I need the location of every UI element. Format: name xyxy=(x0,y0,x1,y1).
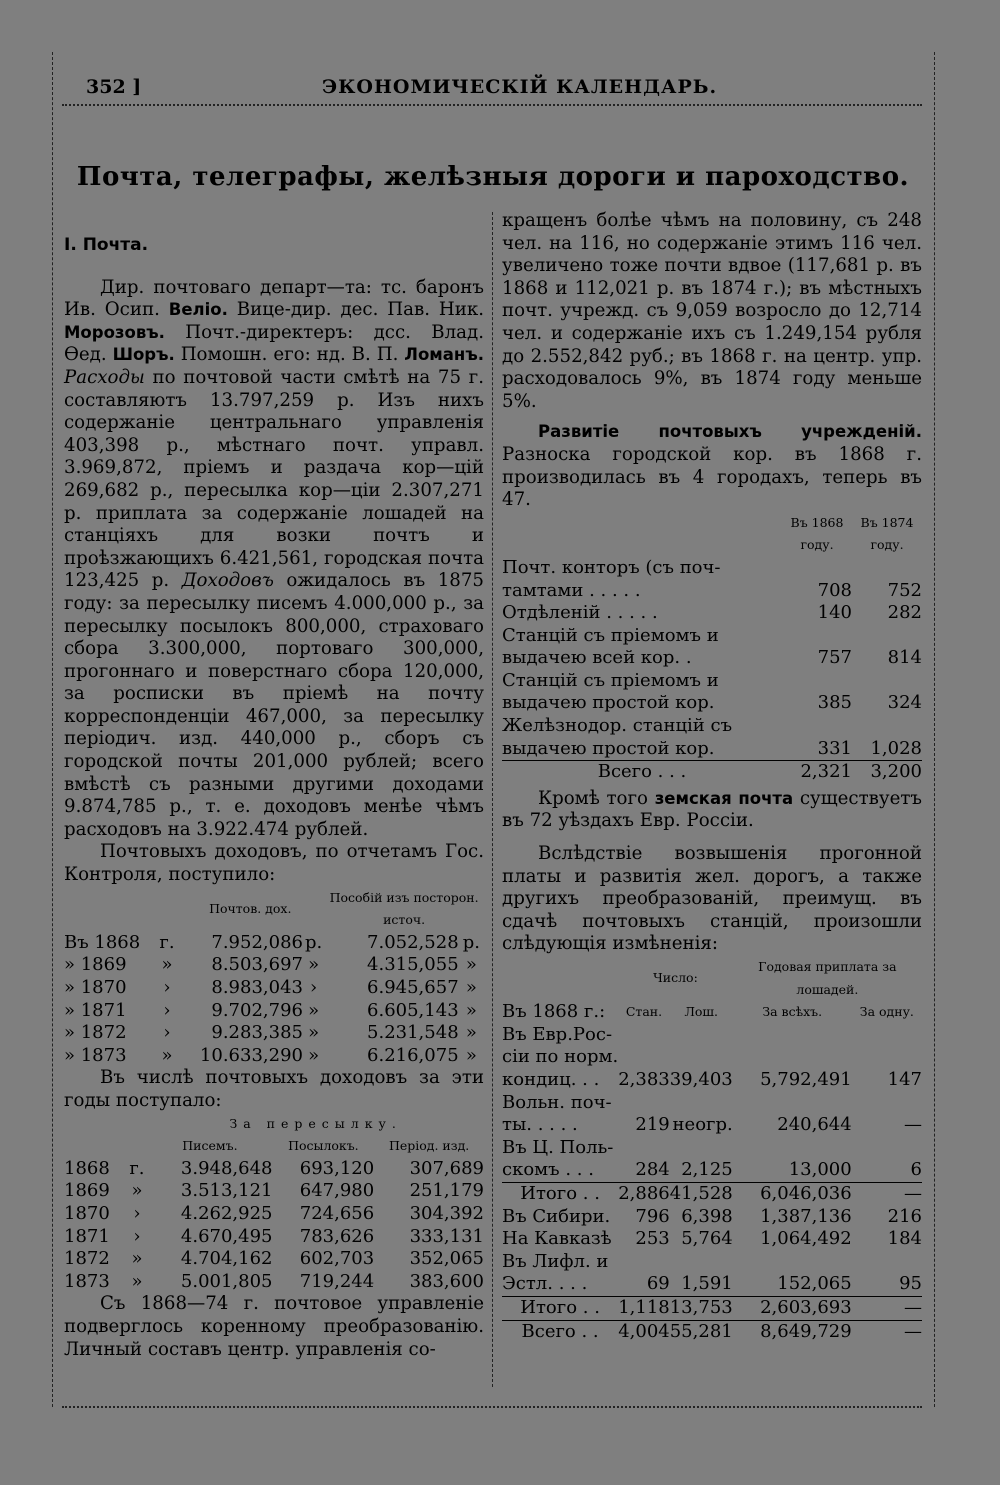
paragraph: Вслѣдствіе возвышенія прогонной платы и развитія жел. дорогъ, а также другихъ преобразованій, преимущ. въ сдачѣ почтовыхъ станцій, произошли слѣдующія измѣненія: xyxy=(502,843,922,955)
table-cell: 814 xyxy=(887,647,922,669)
table-row xyxy=(64,1180,484,1203)
table-row xyxy=(502,670,922,693)
table-cell: 1873 xyxy=(64,1270,110,1292)
table-cell: Отдѣленій . . . . . xyxy=(502,602,658,624)
table-cell xyxy=(670,1137,733,1160)
paragraph: Кромѣ того земская почта существуетъ въ 72 уѣздахъ Евр. Россіи. xyxy=(502,787,922,832)
row-label: Въ 1868 г.: xyxy=(502,1001,606,1023)
table-cell xyxy=(852,670,922,693)
table-cell xyxy=(733,1024,852,1047)
table-cell: выдачею простой кор. xyxy=(502,737,715,759)
table-cell xyxy=(670,1251,733,1274)
revenue-table xyxy=(64,1113,484,1294)
table-cell: 39,403 xyxy=(669,1068,733,1090)
table-cell: 5.001,805 xyxy=(180,1270,273,1292)
table-cell: 251,179 xyxy=(409,1180,484,1202)
table-row xyxy=(502,1251,922,1274)
table-cell: р. xyxy=(304,931,323,953)
table-cell xyxy=(782,715,852,738)
table-cell xyxy=(618,1092,670,1115)
table-cell: р. xyxy=(462,931,480,953)
table-cell: » xyxy=(131,1248,143,1270)
table-cell: 6.605,143 xyxy=(367,999,459,1021)
table-cell: тамтами . . . . . xyxy=(502,579,641,601)
table-cell xyxy=(733,1046,852,1069)
table-cell: 9.702,796 xyxy=(211,999,303,1021)
table-cell: 13,000 xyxy=(788,1159,852,1181)
table-cell: › xyxy=(163,1022,171,1044)
column-header: Пособій изъ посторон. источ. xyxy=(329,889,479,928)
table-row xyxy=(64,932,484,955)
table-cell: 6,398 xyxy=(681,1205,733,1227)
table-cell: 333,131 xyxy=(409,1225,484,1247)
paragraph: Развитіе почтовыхъ учрежденій. Разноска городской кор. въ 1868 г. производилась въ 4 городахъ, теперь въ 47. xyxy=(502,422,922,511)
table-cell: ты. . . . . xyxy=(502,1114,578,1136)
table-cell xyxy=(618,1251,670,1274)
table-cell: 240,644 xyxy=(777,1114,852,1136)
table-cell: 724,656 xyxy=(299,1202,375,1224)
table-cell: 1869 xyxy=(64,1180,110,1202)
table-cell: 8.983,043 xyxy=(211,977,303,998)
table-cell xyxy=(782,557,852,580)
column-header: Число: xyxy=(653,970,698,986)
table-row xyxy=(502,1046,922,1069)
column-divider xyxy=(492,212,493,1387)
table-row xyxy=(64,1022,484,1045)
table-cell xyxy=(852,1092,922,1115)
table-cell: 6 xyxy=(910,1159,922,1181)
table-cell: 2,125 xyxy=(681,1159,733,1181)
table-total-row: Всего . . . 2,321 3,200 xyxy=(502,761,922,784)
table-cell: 140 xyxy=(817,602,852,624)
table-row xyxy=(502,1228,922,1251)
table-cell xyxy=(852,1251,922,1274)
table-cell: г. xyxy=(129,1157,145,1179)
table-cell: 796 xyxy=(635,1205,670,1227)
table-cell: 4.315,055 xyxy=(367,954,459,976)
book-page xyxy=(52,52,934,1407)
header-rule xyxy=(62,98,922,106)
table-cell: 602,703 xyxy=(299,1248,375,1270)
table-cell xyxy=(733,1092,852,1115)
table-cell: 719,244 xyxy=(299,1270,375,1292)
column-header: Стан. xyxy=(625,1004,663,1020)
table-subtotal-row: Итого . . 2,886 41,528 6,046,036 — xyxy=(502,1182,922,1205)
table-cell: Почт. конторъ (съ поч- xyxy=(502,556,721,578)
income-table xyxy=(64,887,484,1068)
table-cell: › xyxy=(163,977,171,998)
table-cell: Эстл. . . . xyxy=(502,1273,588,1295)
table-row xyxy=(502,557,922,580)
table-row xyxy=(502,1092,922,1115)
table-cell: 1871 xyxy=(64,1225,110,1247)
table-cell xyxy=(852,557,922,580)
table-cell xyxy=(670,1024,733,1047)
table-cell: 3.948,648 xyxy=(180,1157,273,1179)
table-cell: » xyxy=(131,1270,143,1292)
table-cell: » xyxy=(465,999,477,1021)
footer-rule xyxy=(62,1400,922,1408)
table-cell: 152,065 xyxy=(777,1273,852,1295)
table-cell xyxy=(670,1046,733,1069)
table-cell: выдачею простой кор. xyxy=(502,692,715,714)
table-cell: 1,387,136 xyxy=(760,1205,852,1227)
table-row xyxy=(502,625,922,648)
table-cell: г. xyxy=(159,931,175,953)
table-cell: 253 xyxy=(635,1228,670,1250)
table-cell: 3.513,121 xyxy=(180,1180,273,1202)
table-row xyxy=(64,1158,484,1181)
table-cell xyxy=(782,625,852,648)
table-cell xyxy=(733,1137,852,1160)
table-cell: 69 xyxy=(646,1273,670,1295)
table-cell: 4.670,495 xyxy=(180,1225,273,1247)
table-cell: 184 xyxy=(887,1228,922,1250)
table-cell: 752 xyxy=(887,579,922,601)
table-row xyxy=(64,1000,484,1023)
table-row xyxy=(64,1203,484,1226)
table-row xyxy=(502,1069,922,1092)
table-cell: выдачею всей кор. . xyxy=(502,647,692,669)
table-cell: » xyxy=(131,1180,143,1202)
left-column xyxy=(64,234,484,1361)
column-header: За всѣхъ. xyxy=(762,1004,823,1020)
table-cell: кондиц. . . xyxy=(502,1068,600,1090)
table-cell xyxy=(733,1251,852,1274)
table-row xyxy=(64,1226,484,1249)
table-cell: 324 xyxy=(887,692,922,714)
table-cell: 331 xyxy=(817,737,852,759)
table-cell: › xyxy=(133,1202,141,1224)
table-cell xyxy=(852,1046,922,1069)
table-cell: Вольн. поч- xyxy=(502,1091,612,1113)
table-cell: » 1869 xyxy=(64,954,127,976)
table-row xyxy=(502,580,922,603)
table-cell: 282 xyxy=(887,602,922,624)
table-subtotal-row: Итого . . 1,118 13,753 2,603,693 — xyxy=(502,1296,922,1320)
table-cell: Станцій съ пріемомъ и xyxy=(502,669,719,691)
table-cell: › xyxy=(133,1225,141,1247)
running-title: ЭКОНОМИЧЕСКІЙ КАЛЕНДАРЬ. xyxy=(322,76,718,98)
table-cell: » xyxy=(465,1044,477,1066)
table-cell: Станцій съ пріемомъ и xyxy=(502,624,719,646)
table-cell xyxy=(670,1092,733,1115)
paragraph: Съ 1868—74 г. почтовое управленіе подверглось коренному преобразованію. Личный составъ центр. управленія со- xyxy=(64,1293,484,1360)
column-header: Писемъ. xyxy=(182,1138,238,1154)
table-cell: 385 xyxy=(817,692,852,714)
table-cell: » xyxy=(308,1022,320,1044)
table-cell: 1,591 xyxy=(681,1273,733,1295)
table-cell: › xyxy=(163,999,171,1021)
table-cell: Въ Ц. Поль- xyxy=(502,1136,614,1158)
column-header: Въ 1868 году. xyxy=(790,514,844,553)
article-title: Почта, телеграфы, желѣзныя дороги и пароходство. xyxy=(76,162,910,192)
table-cell: 9.283,385 xyxy=(211,1022,303,1044)
table-cell: » xyxy=(465,1022,477,1044)
table-cell: скомъ . . . xyxy=(502,1159,594,1181)
table-cell: 6.945,657 xyxy=(367,977,459,998)
table-cell: 757 xyxy=(817,647,852,669)
table-cell: » xyxy=(161,954,173,976)
table-row xyxy=(502,692,922,715)
table-cell: 647,980 xyxy=(299,1180,375,1202)
table-cell xyxy=(852,1137,922,1160)
table-cell: 1,028 xyxy=(870,737,922,759)
table-cell: 5,792,491 xyxy=(760,1068,852,1090)
column-header: За одну. xyxy=(859,1004,914,1020)
column-header: Лош. xyxy=(684,1004,718,1020)
table-cell: 219 xyxy=(635,1114,670,1136)
table-row xyxy=(502,715,922,738)
table-row xyxy=(502,1159,922,1182)
table-cell xyxy=(618,1046,670,1069)
table-row xyxy=(502,602,922,625)
table-cell: 4.704,162 xyxy=(180,1248,273,1270)
table-cell: 783,626 xyxy=(299,1225,375,1247)
offices-table xyxy=(502,512,922,784)
table-cell xyxy=(852,1024,922,1047)
column-header: За пересылку. xyxy=(229,1115,402,1131)
table-cell: » 1873 xyxy=(64,1044,127,1066)
table-cell: 8.503,697 xyxy=(211,954,303,976)
table-cell: 7.952,086 xyxy=(211,931,303,953)
paragraph: кращенъ болѣе чѣмъ на половину, съ 248 чел. на 116, но содержаніе этимъ 116 чел. увеличено тоже почти вдвое (117,681 р. въ 1868 и 112,021 р. въ 1874 г.); въ мѣстныхъ почт. учрежд. съ 9,059 возросло до 12,714 чел. и содержаніе ихъ съ 1.249,154 рубля до 2.552,842 руб.; въ 1868 г. на центр. упр. расходовалось 9%, въ 1874 году меньше 5%. xyxy=(502,210,922,412)
section-heading: I. Почта. xyxy=(64,235,149,255)
table-cell: › xyxy=(309,977,318,998)
table-cell: Въ Евр.Рос- xyxy=(502,1023,613,1045)
table-cell: 7.052,528 xyxy=(367,931,459,953)
table-row xyxy=(64,1045,484,1068)
table-cell: 1870 xyxy=(64,1202,110,1224)
table-row xyxy=(502,1273,922,1296)
table-cell xyxy=(618,1024,670,1047)
table-cell xyxy=(618,1137,670,1160)
table-cell: сіи по норм. xyxy=(502,1046,619,1068)
table-cell: 352,065 xyxy=(409,1248,484,1270)
column-header: Годовая приплата за лошадей. xyxy=(758,959,897,997)
table-cell: — xyxy=(904,1114,922,1136)
table-cell: 4.262,925 xyxy=(180,1202,273,1224)
table-cell: 147 xyxy=(887,1068,922,1090)
paragraph: Почтовыхъ доходовъ, по отчетамъ Гос. Контроля, поступило: xyxy=(64,841,484,886)
table-cell: » xyxy=(308,999,320,1021)
right-column xyxy=(502,210,922,1343)
table-cell: 1872 xyxy=(64,1248,110,1270)
right-border xyxy=(934,52,935,1407)
table-cell: 6.216,075 xyxy=(367,1044,459,1066)
table-cell: 5,764 xyxy=(681,1228,733,1250)
table-total-row: Всего . . 4,004 55,281 8,649,729 — xyxy=(502,1320,922,1343)
table-cell: Въ Лифл. и xyxy=(502,1250,609,1272)
table-cell: 5.231,548 xyxy=(367,1022,459,1044)
table-cell: Въ Сибири. xyxy=(502,1205,611,1227)
table-row xyxy=(502,1024,922,1047)
table-row xyxy=(502,738,922,761)
table-cell: На Кавказѣ xyxy=(502,1228,612,1250)
table-cell: » 1870 xyxy=(64,977,127,998)
table-cell: » xyxy=(308,1044,320,1066)
table-cell: » xyxy=(161,1044,173,1066)
table-cell: 1868 xyxy=(64,1157,110,1179)
table-cell: 216 xyxy=(887,1205,922,1227)
paragraph: Дир. почтоваго департ—та: тс. баронъ Ив. Осип. Веліо. Вице-дир. дес. Пав. Ник. Морозовъ. Почт.-директеръ: дсс. Влад. Ѳед. Шоръ. Помошн. его: нд. В. П. Ломанъ. Расходы по почтовой части смѣтѣ на 75 г. составляютъ 13.797,259 р. Изъ нихъ содержаніе центральнаго управленія 403,398 р., мѣстнаго почт. управл. 3.969,872, пріемъ и раздача кор—цій 269,682 р., пересылка кор—ціи 2.307,271 р. приплата за содержаніе лошадей на станціяхъ для возки почтъ и проѣзжающихъ 6.421,561, городская почта 123,425 р. Доходовъ ожидалось въ 1875 году: за пересылку писемъ 4.000,000 р., за пересылку посылокъ 800,000, страховаго сбора 3.300,000, портоваго 300,000, прогоннаго и поверстнаго сбора 120,000, за росписки въ пріемѣ на почту корреспонденціи 467,000, за пересылку періодич. изд. 440,000 р., сборъ съ городской почты 201,000 рублей; всего вмѣстѣ съ разными другими доходами 9.874,785 р., т. е. доходовъ менѣе чѣмъ расходовъ на 3.922.474 рублей. xyxy=(64,276,484,840)
table-row xyxy=(64,954,484,977)
table-cell: 693,120 xyxy=(299,1157,375,1179)
table-cell: 307,689 xyxy=(409,1157,484,1179)
table-cell: 10.633,290 xyxy=(199,1044,303,1066)
table-row xyxy=(502,1206,922,1229)
table-cell: » 1872 xyxy=(64,1022,127,1044)
table-cell: 708 xyxy=(817,579,852,601)
table-cell: » xyxy=(465,977,477,998)
table-cell xyxy=(852,715,922,738)
table-cell: 284 xyxy=(635,1159,670,1181)
column-header: Період. изд. xyxy=(388,1138,470,1154)
column-header: Почтов. дох. xyxy=(209,900,292,916)
stations-table xyxy=(502,956,922,1343)
table-cell: » xyxy=(308,954,320,976)
table-cell: Въ 1868 xyxy=(64,931,141,953)
table-cell: неогр. xyxy=(672,1114,733,1136)
paragraph: Въ числѣ почтовыхъ доходовъ за эти годы поступало: xyxy=(64,1067,484,1111)
table-cell: » xyxy=(465,954,477,976)
table-cell: » 1871 xyxy=(64,999,127,1021)
table-cell: Желѣзнодор. станцій съ xyxy=(502,715,733,737)
table-row xyxy=(502,647,922,670)
table-row xyxy=(64,977,484,1000)
table-cell: 95 xyxy=(899,1273,922,1295)
table-cell xyxy=(852,625,922,648)
page-number: 352 ] xyxy=(86,76,142,98)
table-row xyxy=(64,1271,484,1294)
column-header: Посылокъ. xyxy=(288,1138,359,1154)
table-row xyxy=(502,1114,922,1137)
table-cell: 2,383 xyxy=(618,1068,670,1090)
table-row xyxy=(502,1137,922,1160)
column-header: Въ 1874 году. xyxy=(860,514,914,553)
table-cell xyxy=(782,670,852,693)
table-cell: 1,064,492 xyxy=(760,1228,852,1250)
table-cell: 304,392 xyxy=(409,1202,484,1224)
table-row xyxy=(64,1248,484,1271)
left-border xyxy=(52,52,53,1407)
table-cell: 383,600 xyxy=(409,1270,484,1292)
